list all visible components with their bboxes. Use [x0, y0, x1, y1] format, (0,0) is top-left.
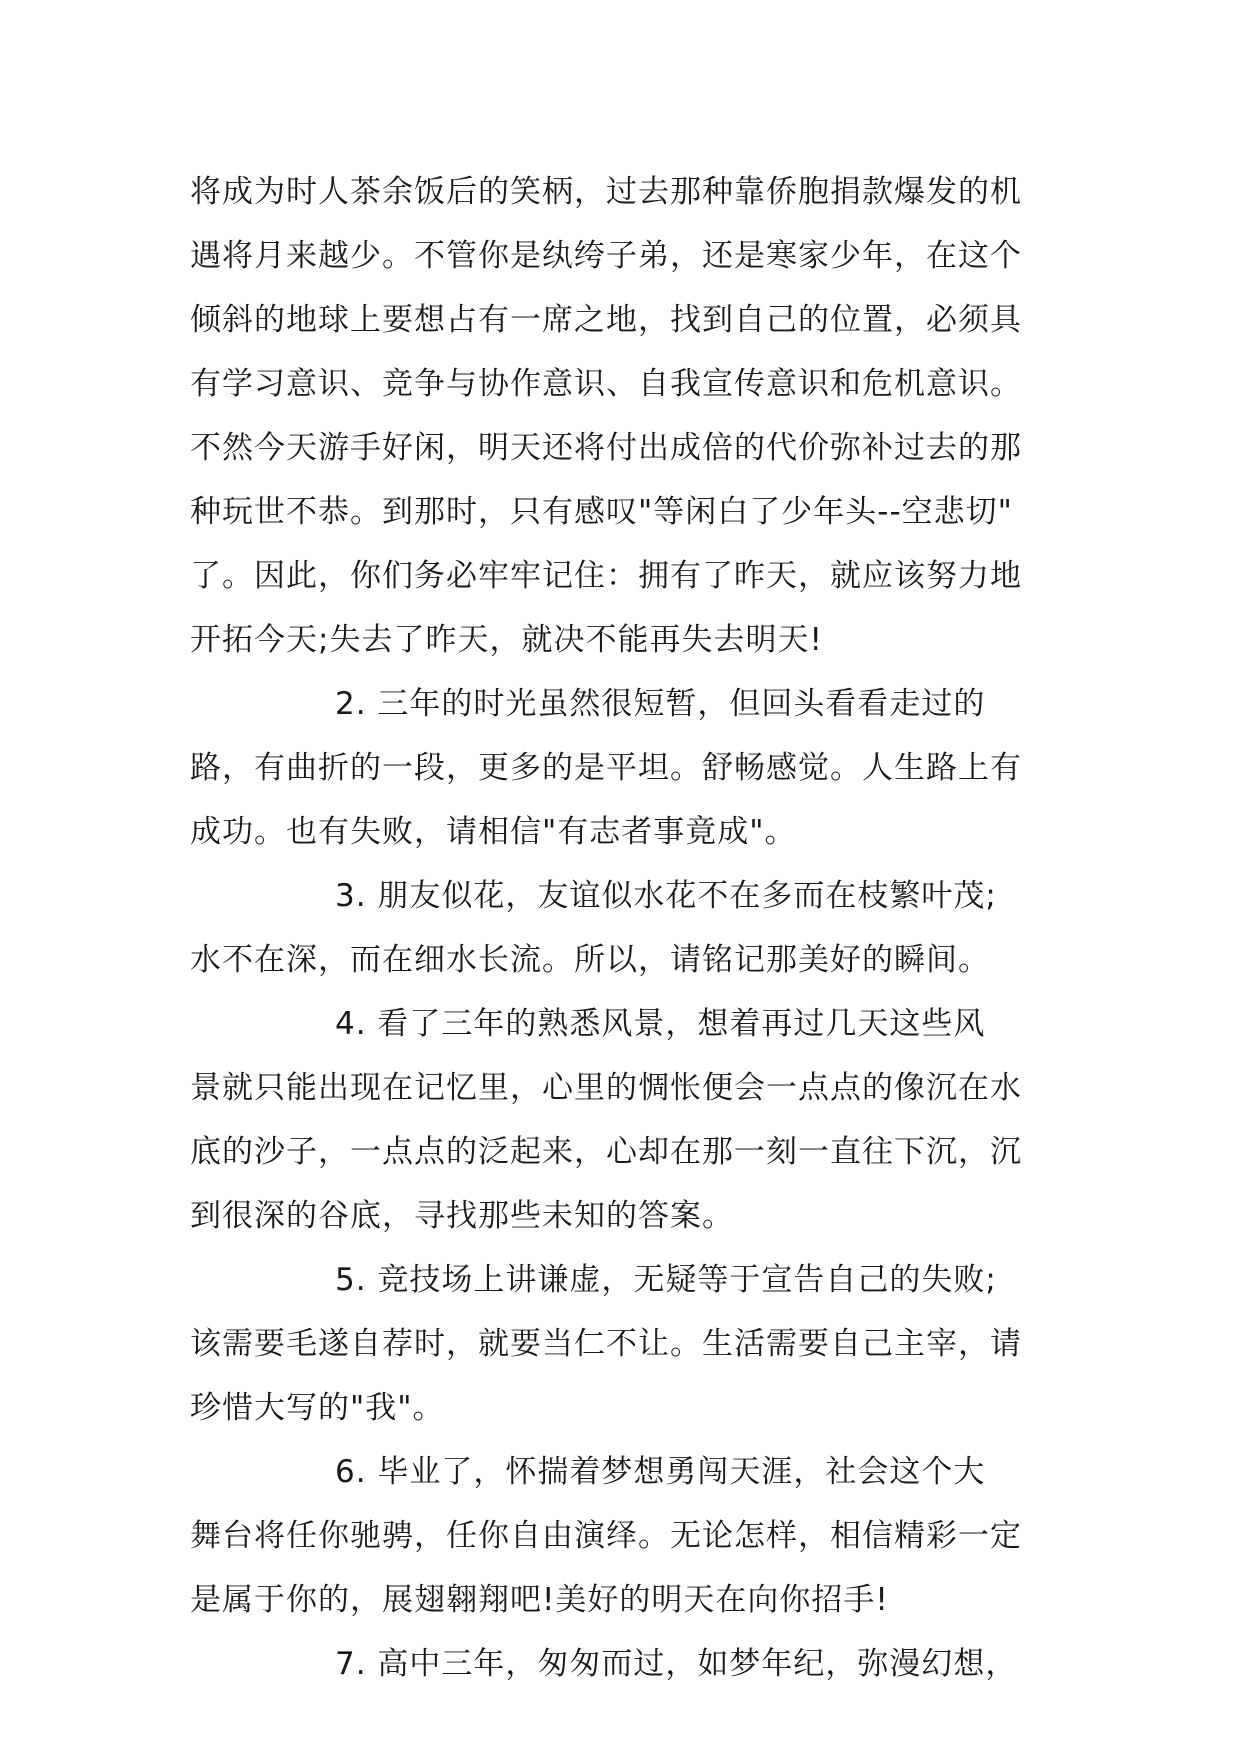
- text-line: 倾斜的地球上要想占有一席之地，找到自己的位置，必须具: [190, 302, 1022, 338]
- text-line: 遇将月来越少。不管你是纨绔子弟，还是寒家少年，在这个: [190, 238, 1022, 274]
- paragraph-start-4: 4. 看了三年的熟悉风景，想着再过几天这些风: [335, 1006, 986, 1042]
- text-line: 路，有曲折的一段，更多的是平坦。舒畅感觉。人生路上有: [190, 750, 1022, 786]
- document-body: [190, 160, 1070, 1696]
- text-line: 了。因此，你们务必牢牢记住：拥有了昨天，就应该努力地: [190, 558, 1022, 594]
- text-line: 成功。也有失败，请相信"有志者事竟成"。: [190, 814, 797, 850]
- text-line: 底的沙子，一点点的泛起来，心却在那一刻一直往下沉，沉: [190, 1134, 1022, 1170]
- text-line: 将成为时人茶余饭后的笑柄，过去那种靠侨胞捐款爆发的机: [190, 174, 1022, 210]
- paragraph-start-7: 7. 高中三年，匆匆而过，如梦年纪，弥漫幻想，: [335, 1646, 1018, 1682]
- text-line: 该需要毛遂自荐时，就要当仁不让。生活需要自己主宰，请: [190, 1326, 1022, 1362]
- text-line: 水不在深，而在细水长流。所以，请铭记那美好的瞬间。: [190, 942, 990, 978]
- text-line: 景就只能出现在记忆里，心里的惆怅便会一点点的像沉在水: [190, 1070, 1022, 1106]
- text-line: 有学习意识、竞争与协作意识、自我宣传意识和危机意识。: [190, 366, 1022, 402]
- text-line: 珍惜大写的"我"。: [190, 1390, 445, 1426]
- paragraph-start-2: 2. 三年的时光虽然很短暂，但回头看看走过的: [335, 686, 986, 722]
- text-line: 不然今天游手好闲，明天还将付出成倍的代价弥补过去的那: [190, 430, 1022, 466]
- paragraph-start-3: 3. 朋友似花，友谊似水花不在多而在枝繁叶茂;: [335, 878, 997, 914]
- text-line: 种玩世不恭。到那时，只有感叹"等闲白了少年头--空悲切": [190, 494, 1013, 530]
- text-line: 是属于你的，展翅翱翔吧!美好的明天在向你招手!: [190, 1582, 889, 1618]
- paragraph-start-6: 6. 毕业了，怀揣着梦想勇闯天涯，社会这个大: [335, 1454, 986, 1490]
- text-line: 开拓今天;失去了昨天，就决不能再失去明天!: [190, 622, 823, 658]
- text-line: 到很深的谷底，寻找那些未知的答案。: [190, 1198, 734, 1234]
- paragraph-start-5: 5. 竞技场上讲谦虚，无疑等于宣告自己的失败;: [335, 1262, 997, 1298]
- text-line: 舞台将任你驰骋，任你自由演绎。无论怎样，相信精彩一定: [190, 1518, 1022, 1554]
